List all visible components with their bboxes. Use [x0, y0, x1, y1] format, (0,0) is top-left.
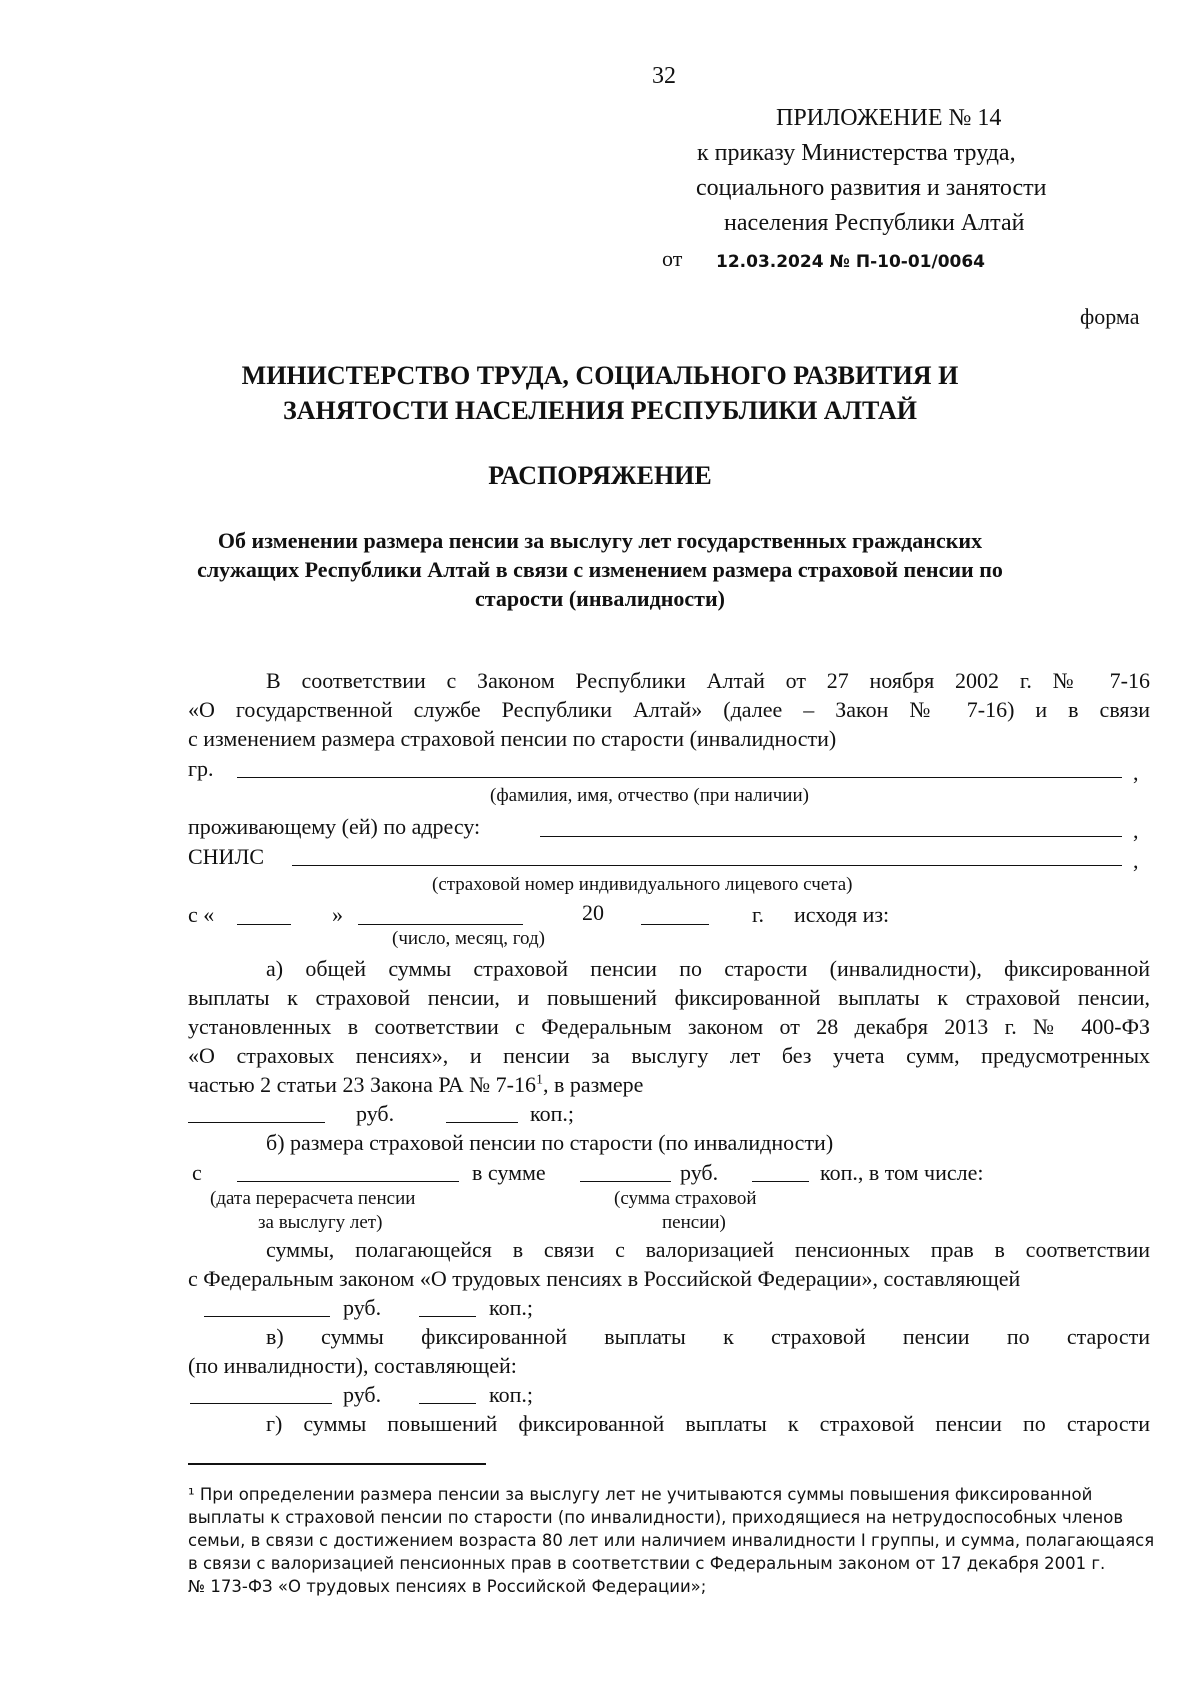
- item-b-rub-label: руб.: [680, 1160, 719, 1185]
- address-comma: ,: [1133, 818, 1139, 843]
- item-b-val-rub-label: руб.: [343, 1295, 382, 1320]
- item-b-kop-input-line[interactable]: [752, 1181, 809, 1182]
- item-a-line-2: выплаты к страховой пенсии, и повышений фиксированной выплаты к страховой пенсии,: [188, 985, 1150, 1010]
- date-close-quote: »: [332, 902, 343, 927]
- fio-comma: ,: [1133, 760, 1139, 785]
- item-b-hint-sum-1: (сумма страховой: [614, 1188, 757, 1209]
- footnote-ref[interactable]: 1: [535, 1072, 543, 1088]
- item-a-line-3: установленных в соответствии с Федеральным законом от 28 декабря 2013 г. № 400-ФЗ: [188, 1014, 1150, 1039]
- form-label: форма: [1080, 304, 1140, 329]
- appendix-line-3: населения Республики Алтай: [724, 210, 1025, 236]
- appendix-line-2: социального развития и занятости: [696, 175, 1047, 201]
- item-v-rub-input-line[interactable]: [190, 1403, 332, 1404]
- subject-line-3: старости (инвалидности): [475, 586, 725, 611]
- intro-line-2: «О государственной службе Республики Алтай» (далее – Закон № 7-16) и в связи: [188, 697, 1150, 722]
- fio-input-line[interactable]: [237, 777, 1122, 778]
- year-prefix: 20: [582, 900, 604, 925]
- item-b-sum-input-line[interactable]: [580, 1181, 671, 1182]
- item-v-kop-label: коп.;: [489, 1382, 533, 1407]
- footnote-line-4: в связи с валоризацией пенсионных прав в соответствии с Федеральным законом от 17 декабря 2001 г.: [188, 1554, 1106, 1573]
- footnote-line-1: ¹ При определении размера пенсии за выслугу лет не учитываются суммы повышения фиксированной: [188, 1485, 1093, 1504]
- item-b-val-rub-input-line[interactable]: [204, 1316, 330, 1317]
- snils-comma: ,: [1133, 848, 1139, 873]
- document-type: РАСПОРЯЖЕНИЕ: [488, 461, 712, 490]
- footnote-line-5: № 173-ФЗ «О трудовых пенсиях в Российской Федерации»;: [188, 1577, 707, 1596]
- order-date-number: 12.03.2024 № П-10-01/0064: [716, 252, 986, 272]
- item-b-kop-incl-label: коп., в том числе:: [820, 1160, 984, 1185]
- item-b-val-kop-input-line[interactable]: [419, 1316, 476, 1317]
- intro-line-1: В соответствии с Законом Республики Алтай от 27 ноября 2002 г. № 7-16: [266, 668, 1150, 693]
- item-b-valorization-line-2: с Федеральным законом «О трудовых пенсиях в Российской Федерации», составляющей: [188, 1266, 1021, 1291]
- item-v-kop-input-line[interactable]: [419, 1403, 476, 1404]
- snils-input-line[interactable]: [292, 865, 1122, 866]
- item-g-line-1: г) суммы повышений фиксированной выплаты к страховой пенсии по старости: [266, 1411, 1150, 1436]
- item-b-line-1: б) размера страховой пенсии по старости (по инвалидности): [266, 1130, 834, 1155]
- subject-line-1: Об изменении размера пенсии за выслугу лет государственных гражданских: [217, 528, 983, 553]
- date-month-input-line[interactable]: [358, 924, 523, 925]
- year-suffix: г.: [752, 902, 765, 927]
- item-v-line-1: в) суммы фиксированной выплаты к страховой пенсии по старости: [266, 1324, 1150, 1349]
- item-a-kop-input-line[interactable]: [446, 1122, 518, 1123]
- date-year-input-line[interactable]: [641, 924, 709, 925]
- item-a-line-5-text: частью 2 статьи 23 Закона РА № 7-16: [188, 1072, 536, 1097]
- item-b-in-sum-label: в сумме: [472, 1160, 546, 1185]
- item-a-line-1: а) общей суммы страховой пенсии по старости (инвалидности), фиксированной: [266, 956, 1150, 981]
- item-v-line-2: (по инвалидности), составляющей:: [188, 1353, 517, 1378]
- item-v-rub-label: руб.: [343, 1382, 382, 1407]
- footnote-line-3: семьи, в связи с достижением возраста 80 лет или наличием инвалидности I группы, и сумма, полагающаяся: [188, 1531, 1155, 1550]
- date-hint: (число, месяц, год): [392, 928, 546, 949]
- fio-hint: (фамилия, имя, отчество (при наличии): [490, 785, 809, 806]
- item-a-line-4: «О страховых пенсиях», и пенсии за выслугу лет без учета сумм, предусмотренных: [188, 1043, 1150, 1068]
- ministry-line-2: ЗАНЯТОСТИ НАСЕЛЕНИЯ РЕСПУБЛИКИ АЛТАЙ: [282, 396, 918, 425]
- snils-label: СНИЛС: [188, 844, 265, 869]
- footnote-line-2: выплаты к страховой пенсии по старости (по инвалидности), приходящиеся на нетрудоспособных членов: [188, 1508, 1124, 1527]
- item-a-line-5-tail: , в размере: [542, 1072, 644, 1097]
- item-a-rub-label: руб.: [356, 1101, 395, 1126]
- item-b-hint-date-1: (дата перерасчета пенсии: [210, 1188, 416, 1209]
- item-b-s-label: с: [192, 1160, 202, 1185]
- item-b-hint-date-2: за выслугу лет): [258, 1212, 383, 1233]
- subject-line-2: служащих Республики Алтай в связи с изменением размера страховой пенсии по: [197, 557, 1003, 582]
- ministry-line-1: МИНИСТЕРСТВО ТРУДА, СОЦИАЛЬНОГО РАЗВИТИЯ И: [241, 361, 959, 390]
- address-label: проживающему (ей) по адресу:: [188, 814, 481, 839]
- date-day-input-line[interactable]: [237, 924, 291, 925]
- gr-label: гр.: [188, 756, 214, 781]
- date-open-quote: с «: [188, 902, 215, 927]
- appendix-line-1: к приказу Министерства труда,: [697, 140, 1016, 166]
- item-a-rub-input-line[interactable]: [188, 1122, 325, 1123]
- item-a-kop-label: коп.;: [530, 1101, 574, 1126]
- item-b-valorization-line-1: суммы, полагающейся в связи с валоризацией пенсионных прав в соответствии: [266, 1237, 1150, 1262]
- item-b-hint-sum-2: пенсии): [662, 1212, 726, 1233]
- item-b-val-kop-label: коп.;: [489, 1295, 533, 1320]
- item-a-line-5: [188, 1072, 643, 1098]
- appendix-from: от: [662, 246, 683, 271]
- footnote-separator: [188, 1463, 486, 1465]
- item-b-date-input-line[interactable]: [237, 1181, 459, 1182]
- appendix-title: ПРИЛОЖЕНИЕ № 14: [776, 105, 1002, 131]
- address-input-line[interactable]: [540, 836, 1122, 837]
- based-on-label: исходя из:: [794, 902, 890, 927]
- snils-hint: (страховой номер индивидуального лицевого счета): [432, 874, 853, 895]
- intro-line-3: с изменением размера страховой пенсии по старости (инвалидности): [188, 726, 837, 751]
- page-number: 32: [652, 63, 676, 89]
